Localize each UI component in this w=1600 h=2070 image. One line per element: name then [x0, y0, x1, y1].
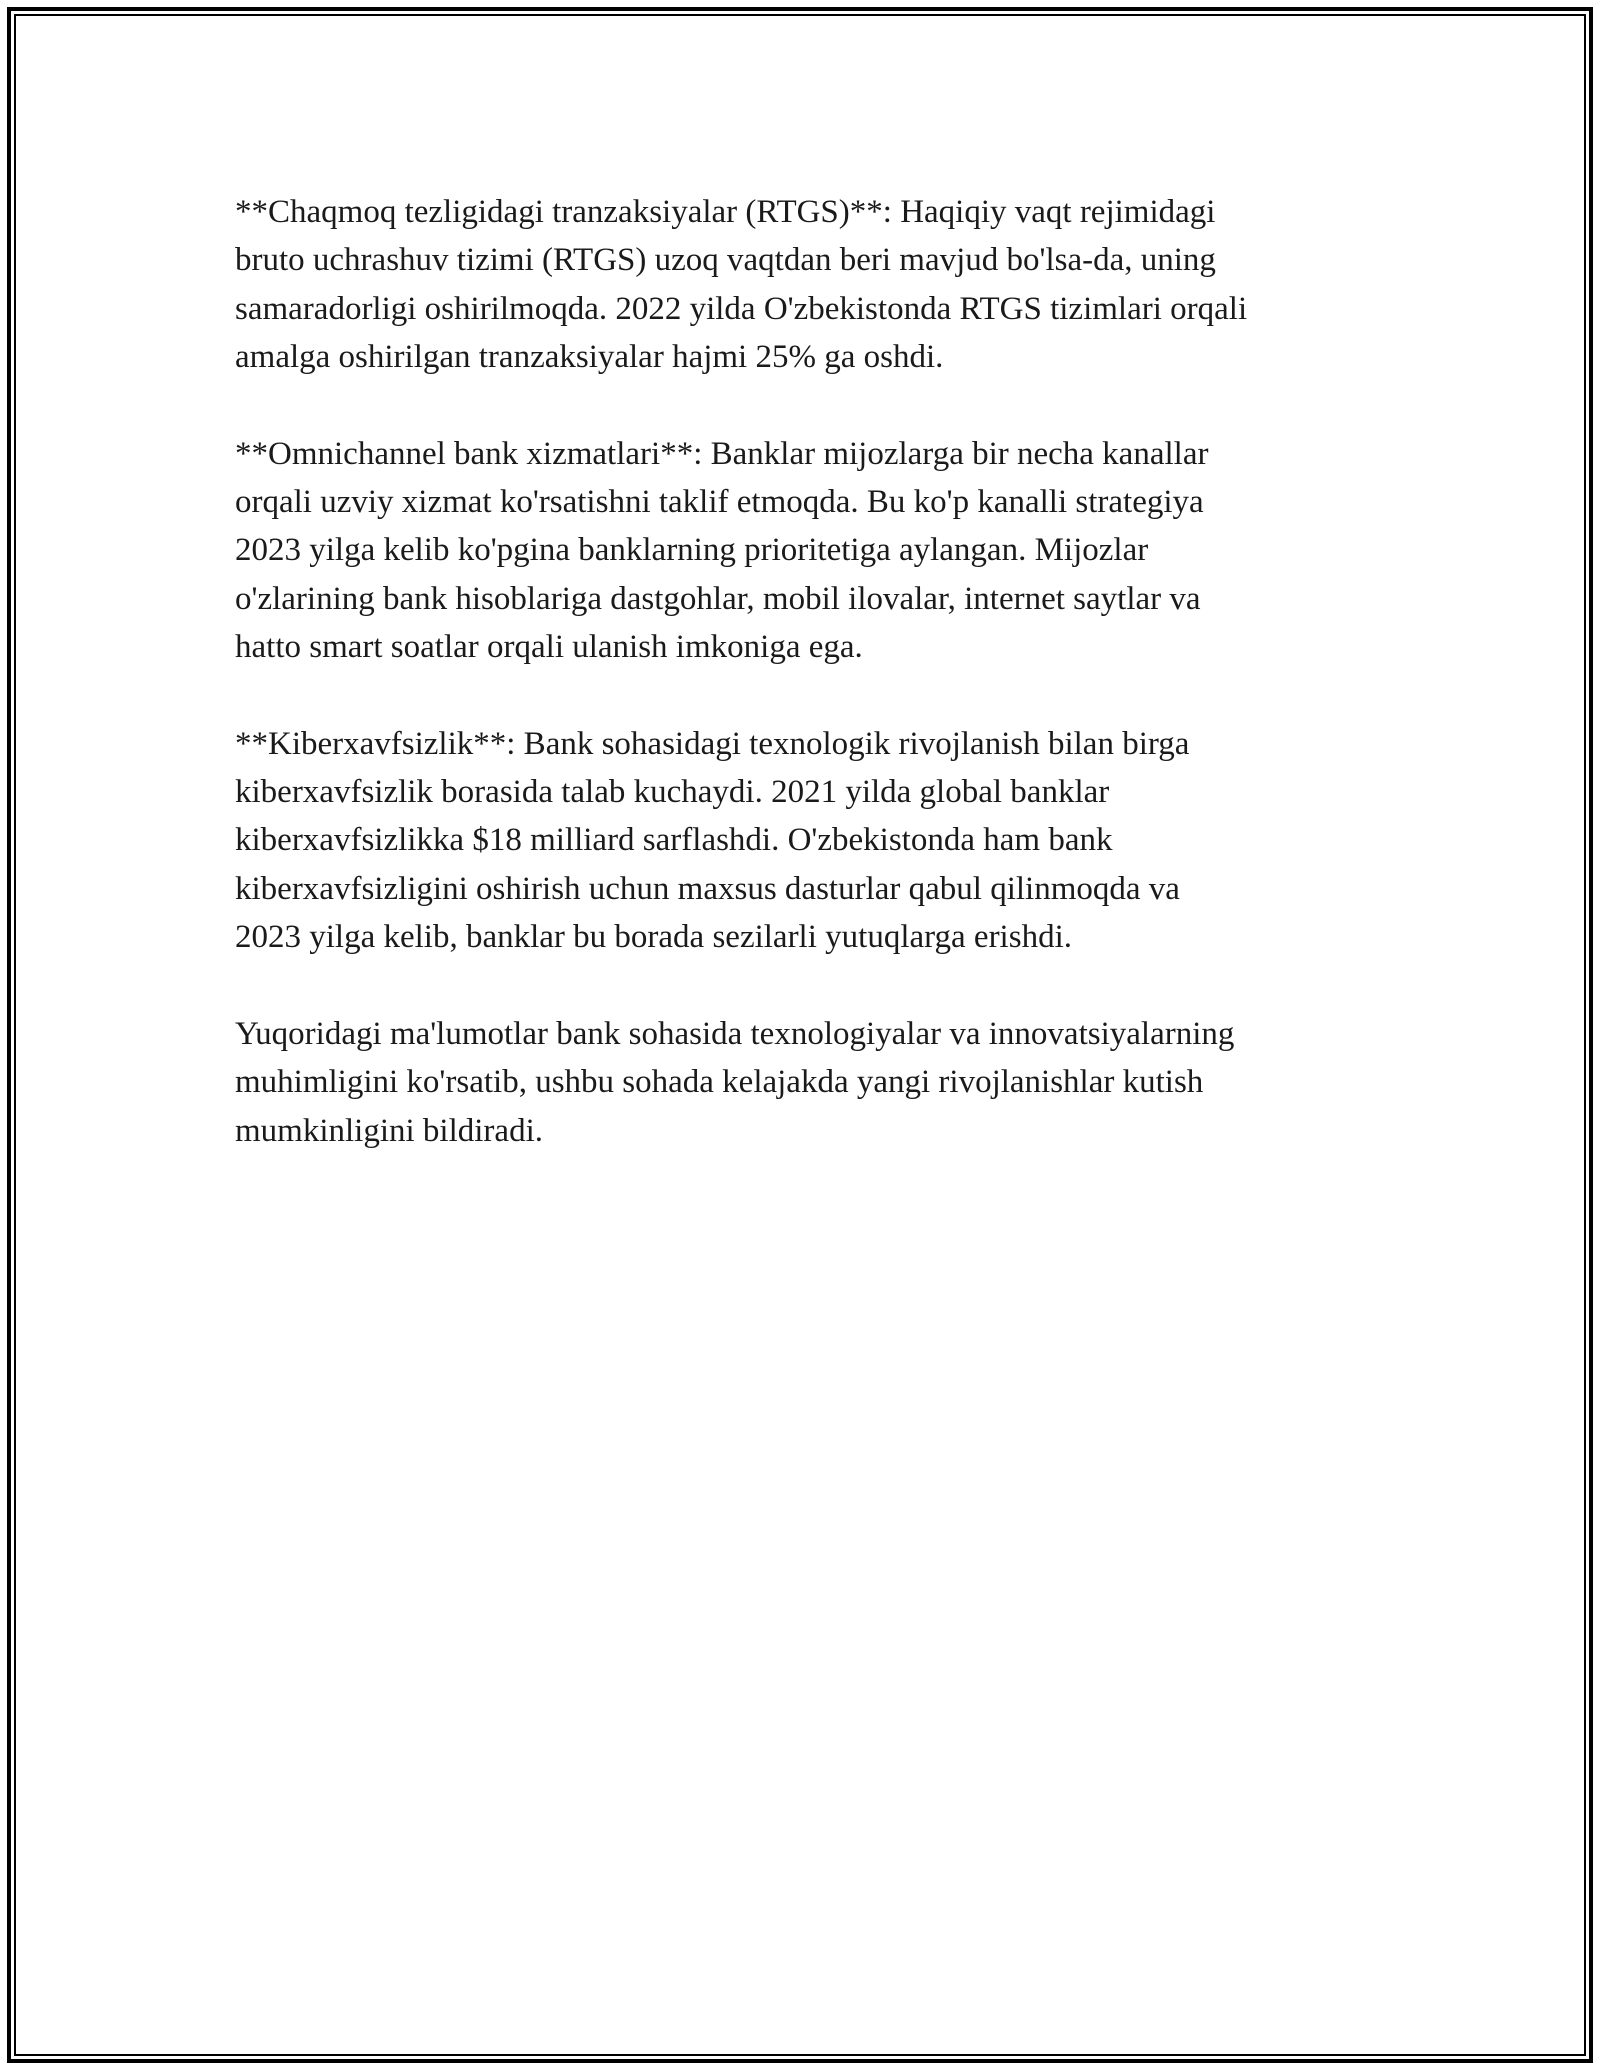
paragraph-omnichannel: **Omnichannel bank xizmatlari**: Banklar mijozlarga bir necha kanallar orqali uzviy xizmat ko'rsatishni taklif etmoqda. Bu ko'p kanalli strategiya 2023 yilga kelib ko'pgina banklarning prioritetiga aylangan. Mijozlar o'zlarining bank hisoblariga dastgohlar, mobil ilovalar, internet saytlar va hatto smart soatlar orqali ulanish imkoniga ega. [235, 435, 1209, 666]
paragraph-cybersecurity: **Kiberxavfsizlik**: Bank sohasidagi texnologik rivojlanish bilan birga kiberxavfsizlik borasida talab kuchaydi. 2021 yilda global banklar kiberxavfsizlikka $18 milliard sarflashdi. O'zbekistonda ham bank kiberxavfsizligini oshirish uchun maxsus dasturlar qabul qilinmoqda va 2023 yilga kelib, banklar bu borada sezilarli yutuqlarga erishdi. [235, 725, 1190, 956]
document-body [235, 188, 1385, 1203]
paragraph-rtgs: **Chaqmoq tezligidagi tranzaksiyalar (RTGS)**: Haqiqiy vaqt rejimidagi bruto uchrashuv tizimi (RTGS) uzoq vaqtdan beri mavjud bo'lsa-da, uning samaradorligi oshirilmoqda. 2022 yilda O'zbekistonda RTGS tizimlari orqali amalga oshirilgan tranzaksiyalar hajmi 25% ga oshdi. [235, 194, 1248, 376]
paragraph-conclusion: Yuqoridagi ma'lumotlar bank sohasida texnologiyalar va innovatsiyalarning muhimligini ko'rsatib, ushbu sohada kelajakda yangi rivojlanishlar kutish mumkinligini bildiradi. [235, 1015, 1235, 1149]
